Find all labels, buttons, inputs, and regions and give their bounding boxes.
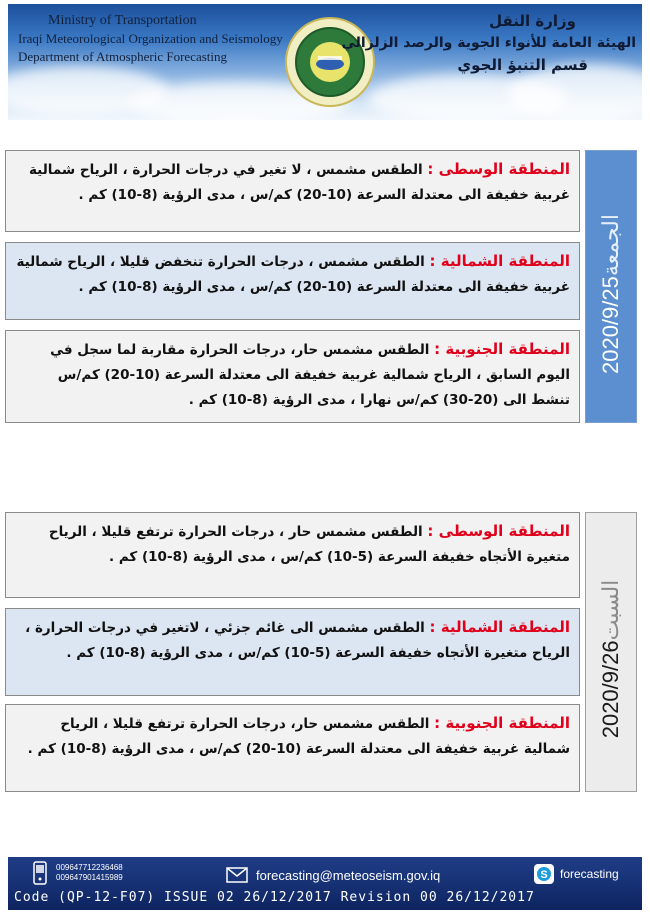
region-box-north [5, 242, 580, 320]
header-arabic-text [341, 10, 636, 76]
day-name: الجمعة [598, 213, 623, 276]
region-label: المنطقة الشمالية : [429, 618, 570, 636]
svg-text:S: S [540, 869, 548, 881]
date-value: 2020/9/25 [598, 275, 623, 374]
footer-bar [8, 857, 642, 910]
ministry-name-ar: وزارة النقل [489, 12, 576, 30]
organization-name-ar: الهيئة العامة للأنواء الجوية والرصد الزلزالي [341, 35, 636, 51]
forecast-day-2 [5, 512, 637, 792]
skype-icon [534, 864, 554, 884]
region-box-south [5, 330, 580, 423]
region-forecast-text: الطقس مشمس الى غائم جزئي ، لاتغير في درجات الحرارة ، الرياح متغيرة الأتجاه خفيفة السرعة (5-10) كم/س ، مدى الرؤية (8-10) كم . [25, 620, 570, 661]
region-forecast-text: الطقس مشمس حار، درجات الحرارة مقاربة لما سجل في اليوم السابق ، الرياح شمالية غربية خفيفة الى معتدلة السرعة (10-20) كم/س تنشط الى (20-30) كم/س نهارا ، مدى الرؤية (8-10) كم . [50, 342, 570, 408]
region-box-north [5, 608, 580, 696]
region-forecast-text: الطقس مشمس ، لا تغير في درجات الحرارة ، الرياح شمالية غربية خفيفة الى معتدلة السرعة (10-20) كم/س ، مدى الرؤية (8-10) كم . [29, 162, 570, 203]
document-code: Code (QP-12-F07) ISSUE 02 26/12/2017 Revision 00 26/12/2017 [14, 890, 535, 905]
phone-icon [32, 861, 48, 885]
region-forecast-text: الطقس مشمس حار ، درجات الحرارة ترتفع قليلا ، الرياح متغيرة الأتجاه خفيفة السرعة (5-10) كم/س ، مدى الرؤية (8-10) كم . [48, 524, 570, 565]
forecast-day-1 [5, 150, 637, 425]
phone-number: 009647901415989 [56, 873, 123, 882]
region-label: المنطقة الشمالية : [429, 252, 570, 270]
date-label [598, 199, 624, 373]
department-name-en: Department of Atmospheric Forecasting [18, 49, 228, 64]
header-english-text [18, 12, 283, 66]
date-bar-day-1 [585, 150, 637, 423]
phone-numbers [56, 863, 123, 883]
date-bar-day-2 [585, 512, 637, 792]
header-banner [8, 4, 642, 120]
region-forecast-text: الطقس مشمس حار، درجات الحرارة ترتفع قليلا ، الرياح شمالية غربية خفيفة الى معتدلة السرعة (10-20) كم/س ، مدى الرؤية (8-10) كم . [27, 716, 570, 757]
region-forecast-text: الطقس مشمس ، درجات الحرارة تنخفض قليلا ، الرياح شمالية غربية خفيفة الى معتدلة السرعة (10-20) كم/س ، مدى الرؤية (8-10) كم . [16, 254, 570, 295]
region-label: المنطقة الجنوبية : [434, 714, 570, 732]
department-name-ar: قسم التنبؤ الجوي [457, 56, 588, 74]
day-name: السبت [598, 579, 623, 641]
skype-handle[interactable]: forecasting [560, 867, 619, 881]
region-label: المنطقة الوسطى : [427, 160, 570, 178]
region-label: المنطقة الجنوبية : [434, 340, 570, 358]
contact-email[interactable]: forecasting@meteoseism.gov.iq [256, 868, 441, 883]
region-box-central [5, 512, 580, 598]
phone-number: 009647712236468 [56, 863, 123, 872]
date-label [598, 566, 624, 739]
ministry-name-en: Ministry of Transportation [48, 13, 197, 28]
region-label: المنطقة الوسطى : [427, 522, 570, 540]
region-box-south [5, 704, 580, 792]
region-box-central [5, 150, 580, 232]
date-value: 2020/9/26 [598, 640, 623, 739]
mail-icon [226, 867, 248, 883]
organization-name-en: Iraqi Meteorological Organization and Seismology [18, 31, 283, 46]
